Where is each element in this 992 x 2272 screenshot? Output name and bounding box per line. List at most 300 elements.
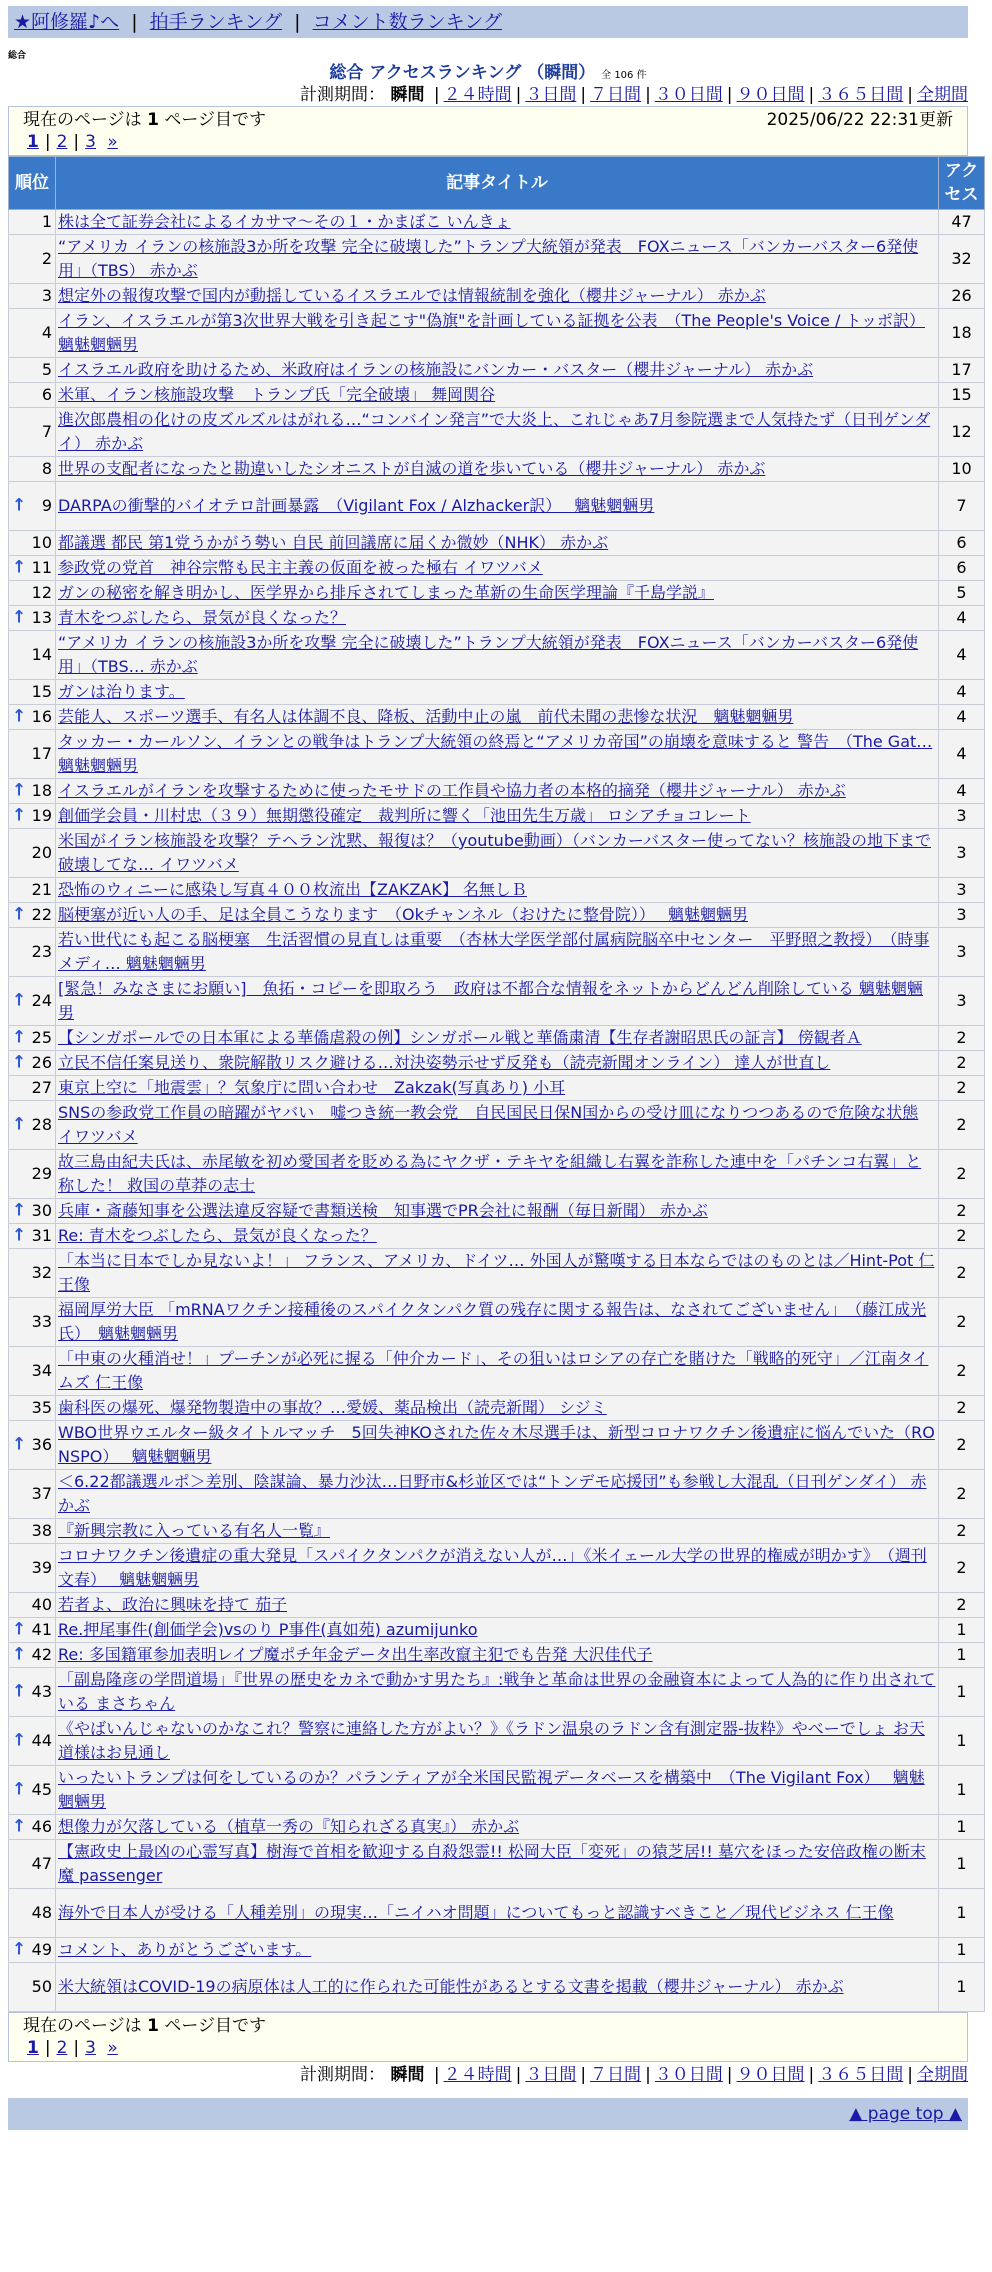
period-link[interactable]: ３０日間 (654, 85, 723, 105)
title-cell (56, 1224, 939, 1249)
period-separator: | (580, 85, 587, 105)
article-link[interactable]: 米大統領はCOVID-19の病原体は人工的に作られた可能性があるとする文書を掲載（櫻井ジャーナル） 赤かぶ (58, 1977, 844, 1996)
rank-up-arrow-icon: ↑ (12, 1644, 27, 1665)
access-count: 6 (939, 531, 985, 556)
title-cell (56, 309, 939, 358)
title-cell (56, 1199, 939, 1224)
access-count: 2 (939, 1224, 985, 1249)
title-cell (56, 705, 939, 730)
access-count: 1 (939, 1815, 985, 1840)
rank-cell (9, 631, 56, 680)
title-cell (56, 1766, 939, 1815)
access-count: 2 (939, 1026, 985, 1051)
top-nav (8, 6, 968, 38)
title-cell (56, 1544, 939, 1593)
table-row (9, 1347, 985, 1396)
period-link[interactable]: ３日間 (525, 85, 577, 105)
title-cell (56, 1668, 939, 1717)
period-link[interactable]: ３０日間 (654, 2065, 723, 2085)
title-cell (56, 1840, 939, 1889)
rank-cell (9, 1593, 56, 1618)
rank-up-arrow-icon: ↑ (12, 1681, 27, 1702)
table-row (9, 556, 985, 581)
article-link[interactable]: SNSの参政党工作員の暗躍がヤバい 嘘つき統一教会党 自民国民日保N国からの受け皿になりつつあるので危険な状態 イワツバメ (58, 1103, 919, 1146)
total-count: 全 106 件 (601, 70, 647, 81)
rank-number: 5 (41, 360, 52, 379)
table-row (9, 581, 985, 606)
article-link[interactable]: 【憲政史上最凶の心霊写真】樹海で首相を歓迎する自殺怨霊!! 松岡大臣「変死」の猿芝居!! 墓穴をほった安倍政権の断末魔 passenger (58, 1842, 926, 1885)
nav-separator: | (131, 11, 138, 33)
period-link[interactable]: ３日間 (525, 2065, 577, 2085)
rank-number: 50 (31, 1977, 52, 1996)
article-link[interactable]: 福岡厚労大臣 「mRNAワクチン接種後のスパイクタンパク質の残存に関する報告は、なされてございません」 （藤江成光氏） 魑魅魍魎男 (58, 1300, 927, 1343)
access-count: 5 (939, 581, 985, 606)
rank-up-arrow-icon: ↑ (12, 1052, 27, 1073)
period-link[interactable]: ９０日間 (736, 85, 805, 105)
rank-cell (9, 1938, 56, 1963)
article-link[interactable]: 「中東の火種消せ！」プーチンが必死に握る「仲介カード」、その狙いはロシアの存亡を賭けた「戦略的死守」／江南タイムズ 仁王像 (58, 1349, 929, 1392)
article-link[interactable]: WBO世界ウエルター級タイトルマッチ 5回失神KOされた佐々木尽選手は、新型コロナワクチン後遺症に悩んでいた（RONSPO） 魑魅魍魎男 (58, 1423, 935, 1466)
period-separator: | (726, 85, 733, 105)
access-count: 3 (939, 903, 985, 928)
rank-cell (9, 556, 56, 581)
rank-cell (9, 1544, 56, 1593)
access-count: 2 (939, 1298, 985, 1347)
table-row (9, 606, 985, 631)
table-row (9, 1593, 985, 1618)
table-row (9, 1101, 985, 1150)
article-link[interactable]: ＜6.22都議選ルポ＞差別、陰謀論、暴力沙汰…日野市&杉並区では“トンデモ応援団”も参戦し大混乱（日刊ゲンダイ） 赤かぶ (58, 1472, 927, 1515)
section-label: 総合 (8, 51, 27, 61)
rank-cell (9, 1717, 56, 1766)
title-cell (56, 1938, 939, 1963)
home-link[interactable]: ★阿修羅♪へ (14, 11, 120, 33)
rank-cell (9, 1249, 56, 1298)
rank-cell (9, 1051, 56, 1076)
page-link[interactable]: 3 (85, 2038, 96, 2058)
rank-cell (9, 210, 56, 235)
article-link[interactable]: 創価学会員・川村忠（３９）無期懲役確定 裁判所に響く「池田先生万歳」 ロシアチョコレート (58, 806, 751, 825)
article-link[interactable]: 「副島隆彦の学問道場」『世界の歴史をカネで動かす男たち』:戦争と革命は世界の金融資本によって人為的に作り出されている まさちゃん (58, 1670, 936, 1713)
article-link[interactable]: イスラエルがイランを攻撃するために使ったモサドの工作員や協力者の本格的摘発（櫻井ジャーナル） 赤かぶ (58, 781, 846, 800)
article-link[interactable]: コロナワクチン後遺症の重大発見「スパイクタンパクが消えない人が…」《米イェール大学の世界的権威が明かす》 （週刊文春） 魑魅魍魎男 (58, 1546, 927, 1589)
period-link[interactable]: ２４時間 (443, 85, 512, 105)
rank-number: 40 (31, 1595, 52, 1614)
article-link[interactable]: 株は全て証券会社によるイカサマ〜その１・かまぼこ いんきょ (58, 212, 511, 231)
article-link[interactable]: 若い世代にも起こる脳梗塞 生活習慣の見直しは重要 （杏林大学医学部付属病院脳卒中センター 平野照之教授） （時事メディ… 魑魅魍魎男 (58, 930, 930, 973)
rank-number: 33 (31, 1312, 52, 1331)
title-cell (56, 631, 939, 680)
article-link[interactable]: 故三島由紀夫氏は、赤尾敏を初め愛国者を貶める為にヤクザ・テキヤを組織し右翼を詐称した連中を「パチンコ右翼」と称した！ 救国の草莽の志士 (58, 1152, 922, 1195)
rank-number: 46 (31, 1817, 52, 1836)
page-link[interactable]: 2 (56, 132, 68, 152)
rank-number: 30 (31, 1201, 52, 1220)
period-separator: | (515, 85, 522, 105)
table-row (9, 705, 985, 730)
access-count: 4 (939, 606, 985, 631)
rank-cell (9, 1298, 56, 1347)
table-row (9, 457, 985, 482)
rank-up-arrow-icon: ↑ (12, 557, 27, 578)
title-cell (56, 556, 939, 581)
rank-number: 20 (31, 843, 52, 862)
title-cell (56, 358, 939, 383)
table-row (9, 235, 985, 284)
rank-number: 24 (31, 991, 52, 1010)
title-cell (56, 1889, 939, 1938)
period-selector (8, 84, 968, 106)
rank-number: 7 (41, 422, 52, 441)
period-separator: | (433, 2065, 440, 2085)
article-link[interactable]: “アメリカ イランの核施設3か所を攻撃 完全に破壊した”トランプ大統領が発表 FOXニュース「バンカーバスター6発使用」（TBS… 赤かぶ (58, 633, 919, 676)
current-page-number: 1 (147, 110, 159, 130)
article-link[interactable]: ガンは治ります。 (58, 682, 185, 701)
access-count: 4 (939, 631, 985, 680)
title-cell (56, 878, 939, 903)
rank-cell (9, 531, 56, 556)
title-cell (56, 1396, 939, 1421)
article-link[interactable]: 世界の支配者になったと勘違いしたシオニストが自滅の道を歩いている（櫻井ジャーナル） 赤かぶ (58, 459, 766, 478)
article-link[interactable]: 若者よ、政治に興味を持て 茄子 (58, 1595, 288, 1614)
rank-number: 16 (31, 707, 52, 726)
table-row (9, 631, 985, 680)
title-cell (56, 730, 939, 779)
page-top-link[interactable]: ▲ page top ▲ (849, 2104, 962, 2124)
rank-number: 43 (31, 1682, 52, 1701)
period-label: 計測期間： (300, 2065, 386, 2085)
access-count: 17 (939, 358, 985, 383)
rank-number: 31 (31, 1226, 52, 1245)
rank-number: 13 (31, 608, 52, 627)
table-row (9, 210, 985, 235)
table-row (9, 1889, 985, 1938)
footer-bar (8, 2098, 968, 2130)
access-count: 1 (939, 1963, 985, 2012)
rank-cell (9, 705, 56, 730)
ranking-table (8, 156, 985, 2012)
article-link[interactable]: Re.押尾事件(創価学会)vsのり P事件(真如苑) azumijunko (58, 1620, 478, 1639)
title-cell (56, 1593, 939, 1618)
table-row (9, 1026, 985, 1051)
title-cell (56, 581, 939, 606)
table-row (9, 1298, 985, 1347)
rank-number: 37 (31, 1484, 52, 1503)
period-separator: | (726, 2065, 733, 2085)
article-link[interactable]: いったいトランプは何をしているのか？パランティアが全米国民監視データベースを構築中 （The Vigilant Fox） 魑魅魍魎男 (58, 1768, 925, 1811)
rank-cell (9, 235, 56, 284)
page-link[interactable]: 3 (85, 132, 96, 152)
rank-up-arrow-icon: ↑ (12, 1434, 27, 1455)
rank-number: 42 (31, 1645, 52, 1664)
article-link[interactable]: 歯科医の爆死、爆発物製造中の事故？…愛媛、薬品検出（読売新聞） シジミ (58, 1398, 607, 1417)
article-link[interactable]: Re: 多国籍軍参加表明レイプ魔ポチ年金データ出生率改竄主犯でも告発 大沢佳代子 (58, 1645, 653, 1664)
access-count: 2 (939, 1150, 985, 1199)
rank-cell (9, 680, 56, 705)
current-page-pre: 現在のページは (23, 110, 142, 130)
rank-up-arrow-icon: ↑ (12, 805, 27, 826)
rank-number: 34 (31, 1361, 52, 1380)
access-header: アクセス (939, 157, 985, 210)
article-link[interactable]: 参政党の党首 神谷宗幣も民主主義の仮面を被った極右 イワツバメ (58, 558, 543, 577)
rank-cell (9, 581, 56, 606)
article-link[interactable]: 脳梗塞が近い人の手、足は全員こうなります （Okチャンネル（おけたに整骨院）） 魑魅魍魎男 (58, 905, 748, 924)
access-count: 10 (939, 457, 985, 482)
rank-number: 6 (41, 385, 52, 404)
rank-cell (9, 1224, 56, 1249)
rank-cell (9, 1889, 56, 1938)
access-count: 2 (939, 1593, 985, 1618)
period-separator: | (580, 2065, 587, 2085)
title-cell (56, 235, 939, 284)
rank-cell (9, 1766, 56, 1815)
period-link[interactable]: 全期間 (917, 2065, 968, 2085)
access-count: 1 (939, 1889, 985, 1938)
rank-number: 28 (31, 1115, 52, 1134)
table-row (9, 1224, 985, 1249)
table-row (9, 1396, 985, 1421)
title-cell (56, 210, 939, 235)
rank-cell (9, 1470, 56, 1519)
rank-number: 25 (31, 1028, 52, 1047)
article-link[interactable]: 米軍、イラン核施設攻撃 トランプ氏「完全破壊」 舞岡関谷 (58, 385, 496, 404)
article-link[interactable]: 青木をつぶしたら、景気が良くなった？ (58, 608, 347, 627)
article-link[interactable]: DARPAの衝撃的バイオテロ計画暴露 （Vigilant Fox / Alzhacker訳） 魑魅魍魎男 (58, 496, 655, 515)
article-link[interactable]: 「本当に日本でしか見ないよ！」 フランス、アメリカ、ドイツ… 外国人が驚嘆する日本ならではのものとは／Hint-Pot 仁王像 (58, 1251, 935, 1294)
rank-up-arrow-icon: ↑ (12, 1225, 27, 1246)
period-link[interactable]: ３６５日間 (818, 2065, 904, 2085)
rank-number: 18 (31, 781, 52, 800)
table-row (9, 383, 985, 408)
rank-cell (9, 1199, 56, 1224)
period-link[interactable]: ３６５日間 (818, 85, 904, 105)
title-cell (56, 1249, 939, 1298)
title-cell (56, 1470, 939, 1519)
rank-number: 27 (31, 1078, 52, 1097)
access-count: 1 (939, 1840, 985, 1889)
next-page-link[interactable]: » (107, 132, 118, 152)
table-row (9, 1938, 985, 1963)
access-count: 2 (939, 1470, 985, 1519)
article-link[interactable]: 『新興宗教に入っている有名人一覧』 (58, 1521, 331, 1540)
article-link[interactable]: 兵庫・斎藤知事を公選法違反容疑で書類送検 知事選でPR会社に報酬（毎日新聞） 赤かぶ (58, 1201, 708, 1220)
rank-number: 8 (41, 459, 52, 478)
title-header: 記事タイトル (56, 157, 939, 210)
article-link[interactable]: 米国がイラン核施設を攻撃？テヘラン沈黙、報復は？（youtube動画）（バンカーバスター使ってない？核施設の地下まで破壊してな… イワツバメ (58, 831, 932, 874)
rank-cell (9, 829, 56, 878)
title-cell (56, 680, 939, 705)
next-page-link[interactable]: » (107, 2038, 118, 2058)
rank-cell (9, 928, 56, 977)
table-row (9, 1643, 985, 1668)
page-links (23, 131, 953, 153)
rank-up-arrow-icon: ↑ (12, 1730, 27, 1751)
article-link[interactable]: Re: 青木をつぶしたら、景気が良くなった？ (58, 1226, 377, 1245)
rank-up-arrow-icon: ↑ (12, 607, 27, 628)
current-page-text (23, 109, 266, 131)
table-row (9, 1544, 985, 1593)
table-row (9, 1249, 985, 1298)
rank-up-arrow-icon: ↑ (12, 1200, 27, 1221)
access-count: 15 (939, 383, 985, 408)
rank-number: 12 (31, 583, 52, 602)
article-link[interactable]: 都議選 都民 第1党うかがう勢い 自民 前回議席に届くか微妙（NHK） 赤かぶ (58, 533, 609, 552)
rank-cell (9, 1026, 56, 1051)
rank-up-arrow-icon: ↑ (12, 1939, 27, 1960)
rank-number: 21 (31, 880, 52, 899)
period-link[interactable]: ７日間 (590, 85, 642, 105)
article-link[interactable]: “アメリカ イランの核施設3か所を攻撃 完全に破壊した”トランプ大統領が発表 FOXニュース「バンカーバスター6発使用」（TBS） 赤かぶ (58, 237, 919, 280)
updated-timestamp: 2025/06/22 22:31更新 (766, 110, 953, 130)
table-row (9, 482, 985, 531)
period-link[interactable]: ２４時間 (443, 2065, 512, 2085)
access-count: 12 (939, 408, 985, 457)
table-row (9, 779, 985, 804)
title-cell (56, 1643, 939, 1668)
article-link[interactable]: 【シンガポールでの日本軍による華僑虐殺の例】シンガポール戦と華僑粛清【生存者謝昭思氏の証言】 傍観者Ａ (58, 1028, 862, 1047)
article-link[interactable]: イスラエル政府を助けるため、米政府はイランの核施設にバンカー・バスター（櫻井ジャーナル） 赤かぶ (58, 360, 814, 379)
rank-number: 4 (41, 323, 52, 342)
rank-number: 41 (31, 1620, 52, 1639)
rank-cell (9, 1643, 56, 1668)
clap-ranking-link[interactable]: 拍手ランキング (149, 11, 283, 33)
period-current: 瞬間 (390, 2065, 425, 2085)
access-count: 3 (939, 928, 985, 977)
rank-up-arrow-icon: ↑ (12, 1619, 27, 1640)
page-separator: | (73, 132, 80, 152)
access-count: 6 (939, 556, 985, 581)
period-label: 計測期間： (300, 85, 386, 105)
rank-cell (9, 730, 56, 779)
article-link[interactable]: 進次郎農相の化けの皮ズルズルはがれる…“コンバイン発言”で大炎上、これじゃあ7月参院選まで人気持たず（日刊ゲンダイ） 赤かぶ (58, 410, 931, 453)
table-row (9, 1668, 985, 1717)
title-cell (56, 1717, 939, 1766)
access-count: 3 (939, 804, 985, 829)
pager-panel-bottom (8, 2012, 968, 2062)
rank-up-arrow-icon: ↑ (12, 780, 27, 801)
title-cell (56, 1076, 939, 1101)
comment-ranking-link[interactable]: コメント数ランキング (312, 11, 503, 33)
access-count: 1 (939, 1618, 985, 1643)
rank-cell (9, 779, 56, 804)
rank-cell (9, 358, 56, 383)
rank-number: 29 (31, 1164, 52, 1183)
article-link[interactable]: [緊急！みなさまにお願い] 魚拓・コピーを即取ろう 政府は不都合な情報をネットからどんどん削除している 魑魅魍魎男 (58, 979, 923, 1022)
access-count: 4 (939, 779, 985, 804)
table-row (9, 1470, 985, 1519)
page-title-text: 総合 アクセスランキング （瞬間） (329, 63, 596, 83)
rank-cell (9, 457, 56, 482)
period-selector-bottom (8, 2064, 968, 2086)
title-cell (56, 977, 939, 1026)
table-row (9, 1051, 985, 1076)
title-cell (56, 804, 939, 829)
table-row (9, 1766, 985, 1815)
nav-separator: | (294, 11, 301, 33)
title-cell (56, 1963, 939, 2012)
article-link[interactable]: コメント、ありがとうございます。 (58, 1940, 312, 1959)
access-count: 4 (939, 730, 985, 779)
article-link[interactable]: 海外で日本人が受ける「人種差別」の現実…「ニイハオ問題」についてもっと認識すべきこと／現代ビジネス 仁王像 (58, 1903, 894, 1922)
rank-header: 順位 (9, 157, 56, 210)
title-cell (56, 1519, 939, 1544)
rank-up-arrow-icon: ↑ (12, 904, 27, 925)
period-link[interactable]: ９０日間 (736, 2065, 805, 2085)
rank-cell (9, 1347, 56, 1396)
rank-number: 19 (31, 806, 52, 825)
current-page-pre: 現在のページは (23, 2016, 142, 2036)
rank-number: 14 (31, 645, 52, 664)
page-link[interactable]: 1 (27, 132, 39, 152)
access-count: 1 (939, 1938, 985, 1963)
period-separator: | (433, 85, 440, 105)
title-cell (56, 383, 939, 408)
access-count: 2 (939, 1396, 985, 1421)
access-count: 4 (939, 680, 985, 705)
rank-cell (9, 606, 56, 631)
article-link[interactable]: タッカー・カールソン、イランとの戦争はトランプ大統領の終焉と“アメリカ帝国”の崩壊を意味すると 警告 （The Gat… 魑魅魍魎男 (58, 732, 933, 775)
title-cell (56, 1815, 939, 1840)
table-row (9, 878, 985, 903)
access-count: 2 (939, 1051, 985, 1076)
title-cell (56, 1421, 939, 1470)
period-link[interactable]: 全期間 (917, 85, 968, 105)
article-link[interactable]: 想像力が欠落している（植草一秀の『知られざる真実』） 赤かぶ (58, 1817, 520, 1836)
rank-number: 38 (31, 1521, 52, 1540)
article-link[interactable]: ガンの秘密を解き明かし、医学界から排斥されてしまった革新の生命医学理論『千島学説』 (58, 583, 715, 602)
title-cell (56, 606, 939, 631)
current-page-post: ページ目です (164, 2016, 266, 2036)
current-page-text (23, 2015, 266, 2037)
table-row (9, 829, 985, 878)
rank-cell (9, 977, 56, 1026)
rank-up-arrow-icon: ↑ (12, 1779, 27, 1800)
rank-number: 22 (31, 905, 52, 924)
period-link[interactable]: ７日間 (590, 2065, 642, 2085)
article-link[interactable]: イラン、イスラエルが第3次世界大戦を引き起こす"偽旗"を計画している証拠を公表 （The People's Voice / トッポ訳） 魑魅魍魎男 (58, 311, 925, 354)
table-row (9, 1963, 985, 2012)
title-cell (56, 1026, 939, 1051)
article-link[interactable]: 芸能人、スポーツ選手、有名人は体調不良、降板、活動中止の嵐 前代未聞の悲惨な状況 魑魅魍魎男 (58, 707, 794, 726)
rank-cell (9, 408, 56, 457)
period-separator: | (808, 85, 815, 105)
access-count: 2 (939, 1199, 985, 1224)
page-link[interactable]: 2 (56, 2038, 68, 2058)
article-link[interactable]: 恐怖のウィニーに感染し写真４００枚流出【ZAKZAK】 名無しＢ (58, 880, 527, 899)
page-title (8, 62, 968, 84)
rank-up-arrow-icon: ↑ (12, 1816, 27, 1837)
article-link[interactable]: 立民不信任案見送り、衆院解散リスク避ける…対決姿勢示せず反発も（読売新聞オンライン） 達人が世直し (58, 1053, 831, 1072)
rank-number: 45 (31, 1780, 52, 1799)
rank-number: 11 (31, 558, 52, 577)
access-count: 7 (939, 482, 985, 531)
article-link[interactable]: 《やばいんじゃないのかなこれ？警察に連絡した方がよい？》《ラドン温泉のラドン含有測定器-抜粋》やべーでしょ お天道様はお見通し (58, 1719, 925, 1762)
rank-number: 15 (31, 682, 52, 701)
pager-panel (8, 106, 968, 156)
article-link[interactable]: 想定外の報復攻撃で国内が動揺しているイスラエルでは情報統制を強化（櫻井ジャーナル） 赤かぶ (58, 286, 766, 305)
rank-up-arrow-icon: ↑ (12, 495, 27, 516)
rank-cell (9, 878, 56, 903)
rank-number: 49 (31, 1940, 52, 1959)
access-count: 1 (939, 1668, 985, 1717)
rank-number: 32 (31, 1263, 52, 1282)
rank-number: 35 (31, 1398, 52, 1417)
rank-number: 17 (31, 744, 52, 763)
title-cell (56, 457, 939, 482)
table-row (9, 358, 985, 383)
rank-cell (9, 1840, 56, 1889)
page-link[interactable]: 1 (27, 2038, 39, 2058)
article-link[interactable]: 東京上空に「地震雲」？気象庁に問い合わせ Zakzak(写真あり) 小耳 (58, 1078, 566, 1097)
